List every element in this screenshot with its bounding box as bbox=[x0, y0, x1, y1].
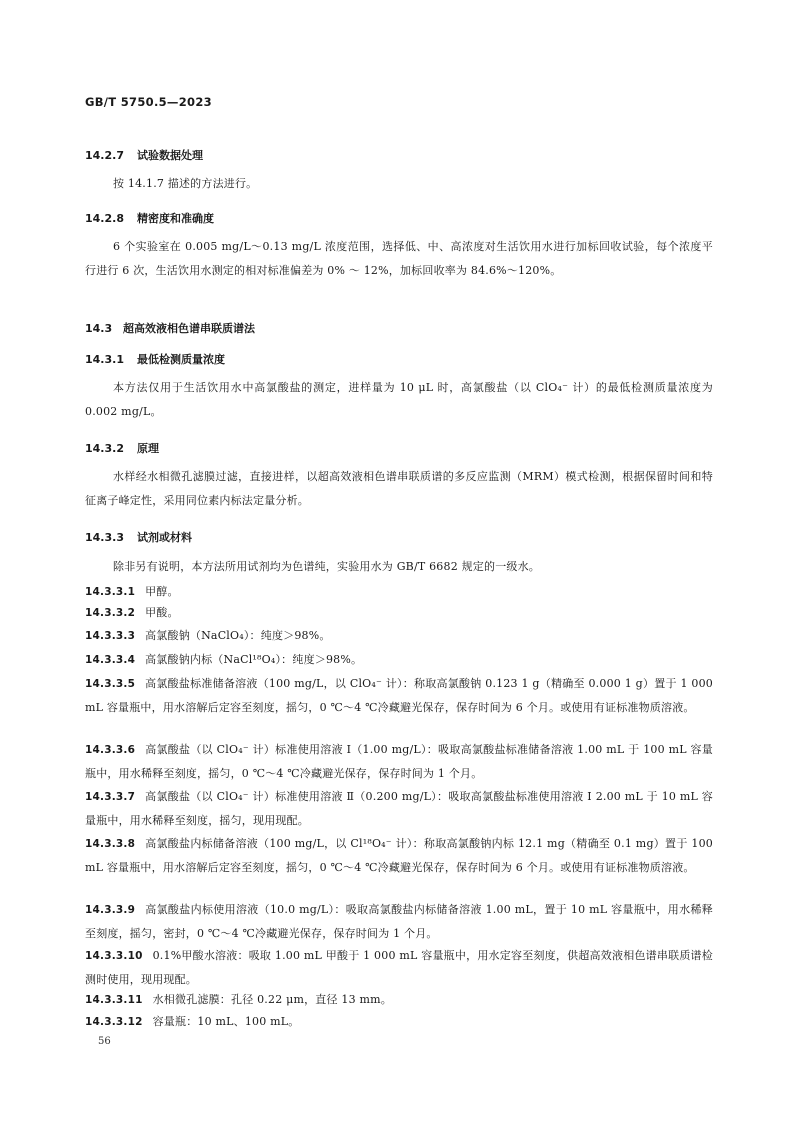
paragraph-14-3-3: 除非另有说明，本方法所用试剂均为色谱纯，实验用水为 GB/T 6682 规定的一级水。 bbox=[113, 560, 540, 573]
list-item-14-3-3-2 bbox=[85, 601, 713, 625]
list-item-14-3-3-6 bbox=[85, 738, 713, 786]
item-text: 高氯酸盐内标储备溶液（100 mg/L，以 Cl¹⁸O₄⁻ 计）：称取高氯酸钠内标 12.1 mg（精确至 0.1 mg）置于 100 mL 容量瓶中，用水溶解后定容至刻度，摇匀，0 ℃～4 ℃冷藏避光保存，保存时间为 6 个月。或使用有证标准物质溶液。 bbox=[85, 837, 713, 874]
item-number: 14.3.3.12 bbox=[85, 1016, 143, 1028]
item-number: 14.3.3.2 bbox=[85, 607, 136, 619]
list-item-14-3-3-5 bbox=[85, 672, 713, 720]
page-number: 56 bbox=[98, 1036, 111, 1047]
paragraph-14-2-8: 6 个实验室在 0.005 mg/L～0.13 mg/L 浓度范围，选择低、中、高浓度对生活饮用水进行加标回收试验，每个浓度平行进行 6 次，生活饮用水测定的相对标准偏差为 0% ～ 12%，加标回收率为 84.6%～120%。 bbox=[85, 240, 713, 277]
list-item-14-3-3-9 bbox=[85, 898, 713, 946]
list-item-14-3-3-10 bbox=[85, 944, 713, 992]
item-number: 14.3.3.4 bbox=[85, 654, 136, 666]
section-title: 试剂或材料 bbox=[137, 531, 192, 544]
list-item-14-3-3-4 bbox=[85, 648, 713, 672]
item-text: 高氯酸钠（NaClO₄）：纯度＞98%。 bbox=[145, 629, 331, 642]
item-number: 14.3.3.11 bbox=[85, 994, 143, 1006]
item-text: 0.1%甲酸水溶液：吸取 1.00 mL 甲酸于 1 000 mL 容量瓶中，用水定容至刻度，供超高效液相色谱串联质谱检测时使用，现用现配。 bbox=[85, 949, 713, 986]
paragraph-14-3-1: 本方法仅用于生活饮用水中高氯酸盐的测定，进样量为 10 μL 时，高氯酸盐（以 ClO₄⁻ 计）的最低检测质量浓度为 0.002 mg/L。 bbox=[85, 381, 713, 418]
item-number: 14.3.3.8 bbox=[85, 838, 136, 850]
section-heading-14-3-2 bbox=[85, 440, 159, 456]
section-number: 14.3.2 bbox=[85, 442, 124, 455]
list-item-14-3-3-11 bbox=[85, 988, 713, 1012]
section-title: 原理 bbox=[137, 442, 159, 455]
item-number: 14.3.3.7 bbox=[85, 791, 136, 803]
item-text: 高氯酸盐内标使用溶液（10.0 mg/L）：吸取高氯酸盐内标储备溶液 1.00 mL，置于 10 mL 容量瓶中，用水稀释至刻度，摇匀，密封，0 ℃～4 ℃冷藏避光保存，保存时间为 1 个月。 bbox=[85, 903, 713, 940]
section-number: 14.2.8 bbox=[85, 212, 124, 225]
item-number: 14.3.3.5 bbox=[85, 678, 136, 690]
section-number: 14.3.3 bbox=[85, 531, 124, 544]
standard-number: GB/T 5750.5—2023 bbox=[85, 95, 212, 109]
item-number: 14.3.3.3 bbox=[85, 630, 136, 642]
section-heading-14-2-8 bbox=[85, 210, 214, 226]
section-title: 试验数据处理 bbox=[137, 149, 203, 162]
paragraph-14-2-7: 按 14.1.7 描述的方法进行。 bbox=[113, 177, 258, 190]
item-number: 14.3.3.10 bbox=[85, 950, 143, 962]
item-number: 14.3.3.1 bbox=[85, 586, 136, 598]
item-text: 高氯酸盐（以 ClO₄⁻ 计）标准使用溶液 Ⅰ（1.00 mg/L）：吸取高氯酸盐标准储备溶液 1.00 mL 于 100 mL 容量瓶中，用水稀释至刻度，摇匀，0 ℃～4 ℃冷藏避光保存，保存时间为 1 个月。 bbox=[85, 743, 713, 780]
section-heading-14-3-3 bbox=[85, 529, 192, 545]
section-heading-14-3-1 bbox=[85, 351, 225, 367]
section-title: 最低检测质量浓度 bbox=[137, 353, 225, 366]
item-number: 14.3.3.6 bbox=[85, 744, 136, 756]
item-text: 甲醇。 bbox=[145, 585, 179, 598]
section-title: 精密度和准确度 bbox=[137, 212, 214, 225]
section-title: 超高效液相色谱串联质谱法 bbox=[123, 322, 255, 335]
item-text: 高氯酸盐标准储备溶液（100 mg/L，以 ClO₄⁻ 计）：称取高氯酸钠 0.123 1 g（精确至 0.000 1 g）置于 1 000 mL 容量瓶中，用水溶解后定容至刻度，摇匀，0 ℃～4 ℃冷藏避光保存，保存时间为 6 个月。或使用有证标准物质溶液。 bbox=[85, 677, 713, 714]
item-text: 甲酸。 bbox=[145, 606, 179, 619]
section-heading-14-3 bbox=[85, 320, 255, 336]
paragraph-14-3-2: 水样经水相微孔滤膜过滤，直接进样，以超高效液相色谱串联质谱的多反应监测（MRM）模式检测，根据保留时间和特征离子峰定性，采用同位素内标法定量分析。 bbox=[85, 470, 713, 507]
section-number: 14.3 bbox=[85, 322, 113, 335]
list-item-14-3-3-8 bbox=[85, 832, 713, 880]
section-number: 14.3.1 bbox=[85, 353, 124, 366]
section-number: 14.2.7 bbox=[85, 149, 124, 162]
list-item-14-3-3-7 bbox=[85, 785, 713, 833]
section-heading-14-2-7 bbox=[85, 147, 203, 163]
list-item-14-3-3-3 bbox=[85, 624, 713, 648]
item-text: 高氯酸钠内标（NaCl¹⁸O₄）：纯度＞98%。 bbox=[145, 653, 363, 666]
list-item-14-3-3-12 bbox=[85, 1010, 713, 1034]
item-text: 高氯酸盐（以 ClO₄⁻ 计）标准使用溶液 Ⅱ（0.200 mg/L）：吸取高氯酸盐标准使用溶液 Ⅰ 2.00 mL 于 10 mL 容量瓶中，用水稀释至刻度，摇匀，现用现配。 bbox=[85, 790, 713, 827]
item-number: 14.3.3.9 bbox=[85, 904, 136, 916]
item-text: 容量瓶：10 mL、100 mL。 bbox=[152, 1015, 300, 1028]
item-text: 水相微孔滤膜：孔径 0.22 μm，直径 13 mm。 bbox=[152, 993, 392, 1006]
